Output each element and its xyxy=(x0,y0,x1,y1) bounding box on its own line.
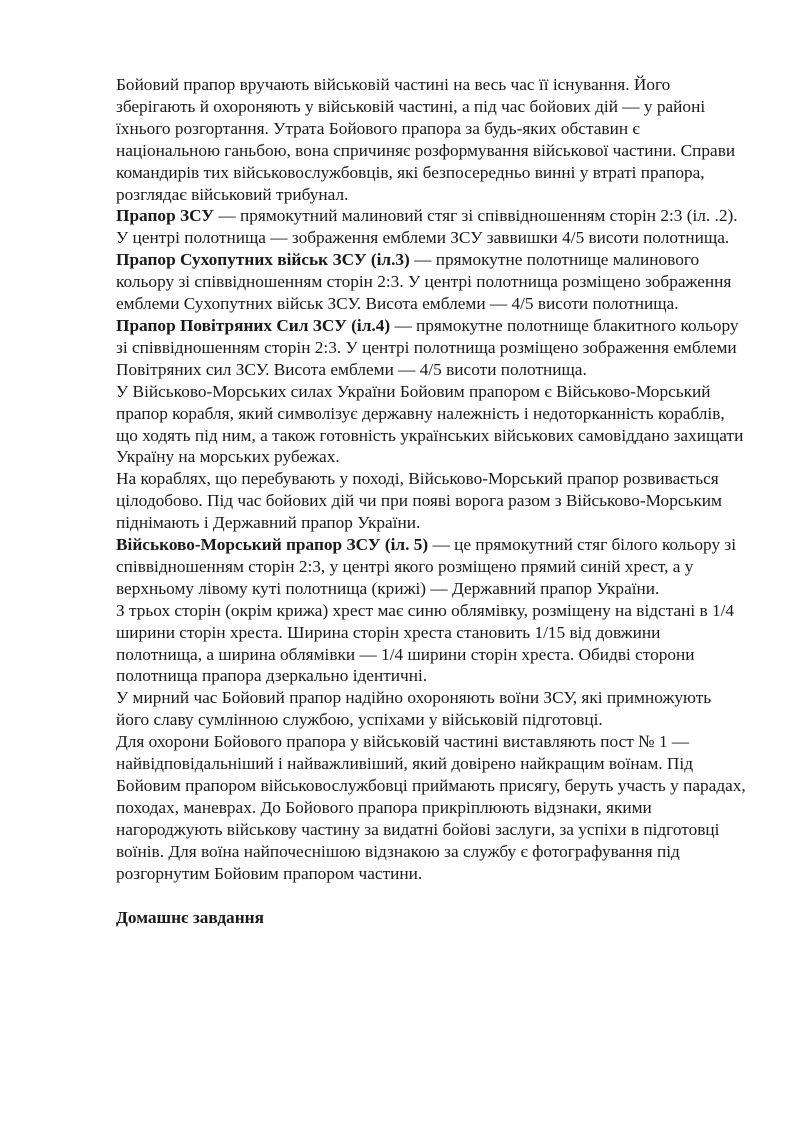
paragraph-5-text: У Військово-Морських силах України Бойовим прапором є Військово-Морський прапор корабля, який символізує державну належність і недоторканність кораблів, що ходять під ним, а також готовність українських військових самовіддано захищати Україну на морських рубежах. xyxy=(116,381,744,467)
paragraph-7 xyxy=(116,534,746,600)
paragraph-4-bold: Прапор Повітряних Сил ЗСУ (іл.4) xyxy=(116,315,391,335)
paragraph-7-text: — це прямокутний стяг білого кольору зі співвідношенням сторін 2:3, у центрі якого розміщено прямий синій хрест, а у верхньому лівому куті полотнища (крижі) — Державний прапор України. xyxy=(116,535,737,598)
paragraph-9 xyxy=(116,687,746,731)
paragraph-8 xyxy=(116,600,746,688)
paragraph-8-text: З трьох сторін (окрім крижа) хрест має синю облямівку, розміщену на відстані в 1/4 ширини сторін хреста. Ширина сторін хреста становить 1/15 від довжини полотнища, а ширина облямівки — 1/4 ширини сторін хреста. Обидві сторони полотнища прапора дзеркально ідентичні. xyxy=(116,600,735,686)
paragraph-5 xyxy=(116,381,746,469)
document-page xyxy=(116,74,746,928)
paragraph-1-text: Бойовий прапор вручають військовій частині на весь час її існування. Його зберігають й охороняють у військовій частині, а під час бойових дій — у районі їхнього розгортання. Утрата Бойового прапора за будь-яких обставин є національною ганьбою, вона спричиняє розформування військової частини. Справи командирів тих військовослужбовців, які безпосередньо винні у втраті прапора, розглядає військовий трибунал. xyxy=(116,75,736,204)
paragraph-10-text: Для охорони Бойового прапора у військовій частині виставляють пост № 1 — найвідповідальніший і найважливіший, який довірено найкращим воїнам. Під Бойовим прапором військовослужбовці приймають присягу, беруть участь у парадах, походах, маневрах. До Бойового прапора прикріплюють відзнаки, якими нагороджують військову частину за видатні бойові заслуги, за успіхи в підготовці воїнів. Для воїна найпочеснішою відзнакою за службу є фотографування під розгорнутим Бойовим прапором частини. xyxy=(116,732,746,883)
paragraph-7-bold: Військово-Морський прапор ЗСУ (іл. 5) xyxy=(116,535,429,555)
paragraph-1 xyxy=(116,74,746,205)
paragraph-2-bold: Прапор ЗСУ xyxy=(116,206,215,226)
paragraph-10 xyxy=(116,731,746,884)
paragraph-6 xyxy=(116,468,746,534)
paragraph-2 xyxy=(116,205,746,249)
paragraph-3 xyxy=(116,249,746,315)
paragraph-4 xyxy=(116,315,746,381)
paragraph-6-text: На кораблях, що перебувають у поході, Військово-Морський прапор розвивається цілодобово. Під час бойових дій чи при появі ворога разом з Військово-Морським піднімають і Державний прапор України. xyxy=(116,469,722,533)
paragraph-9-text: У мирний час Бойовий прапор надійно охороняють воїни ЗСУ, які примножують його славу сумлінною службою, успіхами у військовій підготовці. xyxy=(116,688,712,730)
homework-heading: Домашнє завдання xyxy=(116,907,264,927)
paragraph-3-bold: Прапор Сухопутних військ ЗСУ (іл.3) xyxy=(116,250,410,270)
paragraph-3-text: — прямокутне полотнище малинового кольору зі співвідношенням сторін 2:3. У центрі полотнища розміщено зображення емблеми Сухопутних військ ЗСУ. Висота емблеми — 4/5 висоти полотнища. xyxy=(116,250,732,314)
paragraph-2-text: — прямокутний малиновий стяг зі співвідношенням сторін 2:3 (іл. .2). У центрі полотнища — зображення емблеми ЗСУ заввишки 4/5 висоти полотнища. xyxy=(116,206,738,248)
paragraph-4-text: — прямокутне полотнище блакитного кольору зі співвідношенням сторін 2:3. У центрі полотнища розміщено зображення емблеми Повітряних сил ЗСУ. Висота емблеми — 4/5 висоти полотнища. xyxy=(116,315,739,379)
